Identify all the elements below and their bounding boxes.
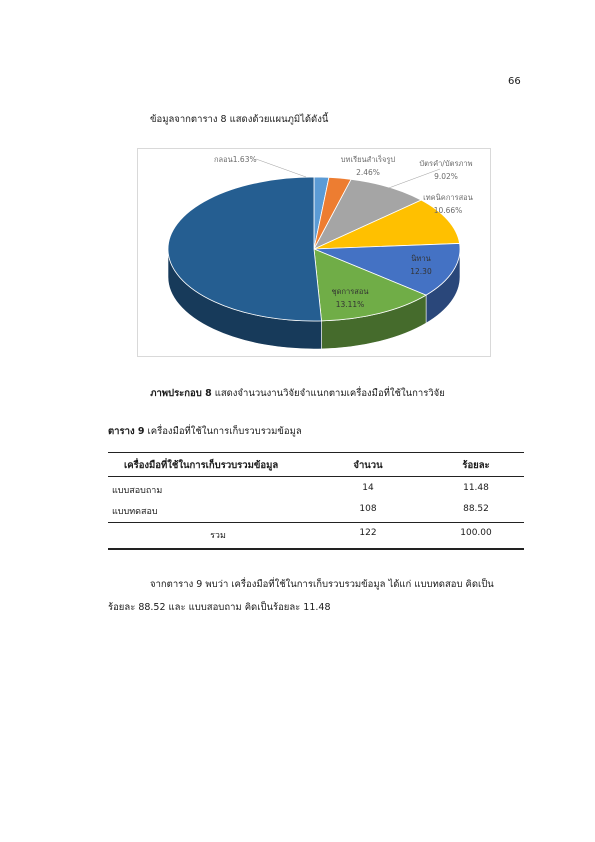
figure-caption-label: ภาพประกอบ 8	[150, 388, 212, 399]
pie-chart	[137, 148, 491, 357]
table-top-rule	[108, 452, 524, 453]
table-cell-tool: แบบทดสอบ	[112, 507, 158, 517]
figure-caption-text: แสดงจำนวนงานวิจัยจำแนกตามเครื่องมือที่ใช้ในการวิจัย	[211, 388, 445, 399]
table-cell-count: 14	[362, 483, 374, 493]
pie-slice-value-label: 12.30	[410, 267, 432, 276]
table-caption-label: ตาราง 9	[108, 426, 145, 437]
table-cell-count: 108	[359, 504, 377, 514]
table-cell-percent: 88.52	[463, 504, 489, 514]
figure-caption	[0, 386, 595, 401]
pie-slice-label: บัตรคำ/บัตรภาพ	[419, 159, 473, 168]
table-header-count: จำนวน	[353, 460, 383, 471]
table-total-label: รวม	[210, 531, 226, 541]
pie-slice-label: เทคนิคการสอน	[423, 193, 473, 202]
pie-chart-canvas	[138, 149, 490, 356]
table-caption-text: เครื่องมือที่ใช้ในการเก็บรวบรวมข้อมูล	[144, 426, 302, 437]
page-number: 66	[508, 76, 521, 87]
pie-slice-label: กลอน1.63%	[214, 155, 257, 164]
table-header-rule	[108, 476, 524, 477]
table-bottom-rule	[108, 548, 524, 550]
pie-slice-label: บทเรียนสำเร็จรูป	[340, 155, 396, 164]
pie-leader-line	[386, 169, 440, 189]
table-total-count: 122	[359, 528, 377, 538]
table-cell-tool: แบบสอบถาม	[112, 486, 163, 496]
summary-paragraph-line-1: จากตาราง 9 พบว่า เครื่องมือที่ใช้ในการเก็บรวบรวมข้อมูล ได้แก่ แบบทดสอบ คิดเป็น	[150, 579, 494, 590]
table-caption	[108, 424, 302, 439]
table-header-percent: ร้อยละ	[462, 460, 490, 471]
table-total-rule	[108, 522, 524, 523]
summary-paragraph-line-2: ร้อยละ 88.52 และ แบบสอบถาม คิดเป็นร้อยละ 11.48	[108, 602, 331, 613]
table-total-percent: 100.00	[460, 528, 492, 538]
table-cell-percent: 11.48	[463, 483, 489, 493]
pie-slice-value-label: 9.02%	[434, 172, 458, 181]
pie-slice-label: นิทาน	[411, 254, 431, 263]
pie-slice-value-label: 2.46%	[356, 168, 380, 177]
pie-slice-label: ชุดการสอน	[331, 287, 369, 296]
pie-leader-line	[256, 159, 306, 177]
table-header-tool: เครื่องมือที่ใช้ในการเก็บรวบรวมข้อมูล	[124, 460, 279, 471]
pie-slice-value-label: 13.11%	[335, 300, 365, 309]
intro-sentence: ข้อมูลจากตาราง 8 แสดงด้วยแผนภูมิได้ดังนี้	[150, 114, 329, 125]
pie-slice-value-label: 10.66%	[433, 206, 463, 215]
